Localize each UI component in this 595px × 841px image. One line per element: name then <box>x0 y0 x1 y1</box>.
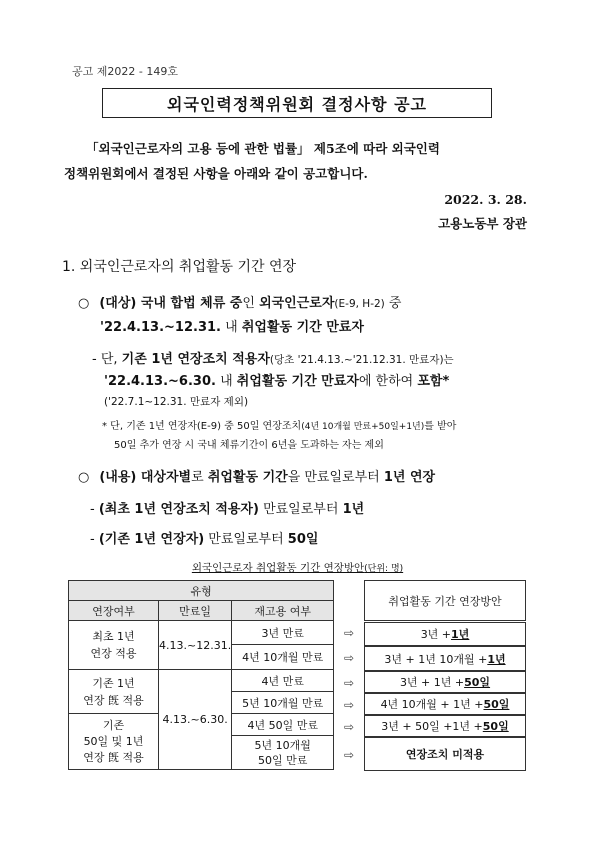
result-emph: 1년 <box>451 628 470 641</box>
dash: - <box>90 502 95 517</box>
exception-line-1 <box>92 348 454 367</box>
text: 를 받아 <box>424 421 457 432</box>
text: 로 <box>191 470 208 485</box>
text: (4년 10개월 만료+50일+1년) <box>301 422 425 432</box>
arrow-icon: ⇨ <box>344 720 355 734</box>
result-cell <box>364 622 526 646</box>
arrow-icon: ⇨ <box>344 748 355 762</box>
exception-include: 포함* <box>417 374 450 389</box>
reemploy-cell: 5년 10개월 만료 <box>232 692 334 714</box>
footnote-line-2: 50일 추가 연장 시 국내 체류기간이 6년을 도과하는 자는 제외 <box>114 440 384 451</box>
exception-period: '22.4.13.~6.30. <box>104 374 216 389</box>
result-header <box>364 580 526 621</box>
exception-note: (당초 '21.4.13.~'21.12.31. 만료자)는 <box>269 354 454 366</box>
result-emph: 50일 <box>482 720 509 733</box>
result-emph: 연장조치 미적용 <box>405 748 485 761</box>
result-emph: 50일 <box>483 698 510 711</box>
sub-item-1-value: 1년 <box>342 502 365 517</box>
col-header-expiry: 만료일 <box>159 601 232 621</box>
content-label: (내용) 대상자별 <box>99 470 192 485</box>
intro-line-1: 「외국인근로자의 고용 등에 관한 법률」 제5조에 따라 외국인력 <box>86 141 440 156</box>
content-line <box>78 466 435 485</box>
exception-subject: 기존 1년 연장조치 적용자 <box>121 352 270 367</box>
sub-item-2-value: 50일 <box>287 532 319 547</box>
table-title: 외국인근로자 취업활동 기간 연장방안 <box>191 562 365 574</box>
reemploy-cell: 4년 만료 <box>232 670 334 692</box>
group2-label: 기존 1년 연장 旣 적용 <box>69 670 159 714</box>
text: 중 <box>384 296 402 311</box>
sub-item-2 <box>90 528 318 547</box>
text: 단, <box>100 352 122 367</box>
text: 내 <box>215 374 237 389</box>
arrow-icon: ⇨ <box>344 676 355 690</box>
arrow-icon: ⇨ <box>344 651 355 665</box>
text: 3년 + <box>420 628 452 641</box>
reemploy-cell: 4년 10개월 만료 <box>232 645 334 670</box>
reemploy-cell: 5년 10개월 50일 만료 <box>232 736 334 770</box>
text: 4년 10개월 + 1년 + <box>380 698 484 711</box>
group23-date: 4.13.~6.30. <box>159 670 232 770</box>
content-extension: 1년 연장 <box>383 470 436 485</box>
arrow-icon: ⇨ <box>344 626 355 640</box>
exception-line-2 <box>104 370 449 389</box>
result-cell <box>364 671 526 693</box>
result-cell <box>364 715 526 737</box>
text: 3년 + 50일 +1년 + <box>381 720 483 733</box>
result-cell <box>364 737 526 771</box>
target-label: (대상) 국내 합법 체류 중 <box>99 296 243 311</box>
result-cell <box>364 646 526 671</box>
text: 에 한하여 <box>358 374 418 389</box>
target-period: '22.4.13.~12.31. <box>100 320 221 335</box>
visa-types: (E-9, H-2) <box>334 298 385 310</box>
result-emph: 50일 <box>464 676 491 689</box>
notice-date: 2022. 3. 28. <box>444 192 527 207</box>
target-line-1 <box>78 292 401 311</box>
sub-item-1 <box>90 498 364 517</box>
sub-item-2-label: (기존 1년 연장자) <box>98 532 205 547</box>
dash: - <box>90 532 95 547</box>
exception-line-3: ('22.7.1~12.31. 만료자 제외) <box>104 396 249 408</box>
text: 3년 + 1년 10개월 + <box>384 652 488 666</box>
table-caption <box>0 560 595 575</box>
result-header-text: 취업활동 기간 연장방안 <box>388 594 502 608</box>
bullet-circle: ○ <box>78 296 90 311</box>
target-subject: 외국인근로자 <box>259 296 335 311</box>
section-heading: 1. 외국인근로자의 취업활동 기간 연장 <box>62 259 297 275</box>
col-header-reemploy: 재고용 여부 <box>232 601 334 621</box>
result-cell <box>364 693 526 715</box>
group3-label: 기존 50일 및 1년 연장 旣 적용 <box>69 714 159 770</box>
text: * 단, 기존 1년 연장자(E-9) 중 50일 연장조치 <box>102 421 302 432</box>
table-unit: (단위: 명) <box>364 564 404 574</box>
text: 인 <box>242 296 260 311</box>
text: 을 만료일로부터 <box>287 470 384 485</box>
text: 만료일로부터 <box>258 502 343 517</box>
footnote-line-1 <box>102 417 456 432</box>
page-title: 외국인력정책위원회 결정사항 공고 <box>167 94 427 114</box>
header-group: 유형 <box>69 581 334 601</box>
reemploy-cell: 3년 만료 <box>232 621 334 645</box>
text: 만료일로부터 <box>204 532 288 547</box>
target-expiry: 취업활동 기간 만료자 <box>241 320 364 335</box>
sub-item-1-label: (최초 1년 연장조치 적용자) <box>98 502 259 517</box>
exception-expiry: 취업활동 기간 만료자 <box>236 374 359 389</box>
text: 내 <box>220 320 242 335</box>
result-emph: 1년 <box>487 652 506 666</box>
col-header-extension: 연장여부 <box>69 601 159 621</box>
reemploy-cell: 4년 50일 만료 <box>232 714 334 736</box>
content-subject: 취업활동 기간 <box>207 470 288 485</box>
arrow-icon: ⇨ <box>344 698 355 712</box>
dash: - <box>92 352 97 367</box>
title-box <box>102 88 492 118</box>
notice-number: 공고 제2022 - 149호 <box>72 65 178 78</box>
intro-line-2: 정책위원회에서 결정된 사항을 아래와 같이 공고합니다. <box>64 166 368 181</box>
text: 3년 + 1년 + <box>399 676 465 689</box>
target-line-2 <box>100 316 364 335</box>
issuer: 고용노동부 장관 <box>438 216 527 231</box>
group1-label: 최초 1년 연장 적용 <box>69 621 159 670</box>
group1-date: 4.13.~12.31. <box>159 621 232 670</box>
bullet-circle: ○ <box>78 470 90 485</box>
plan-table <box>68 580 334 770</box>
